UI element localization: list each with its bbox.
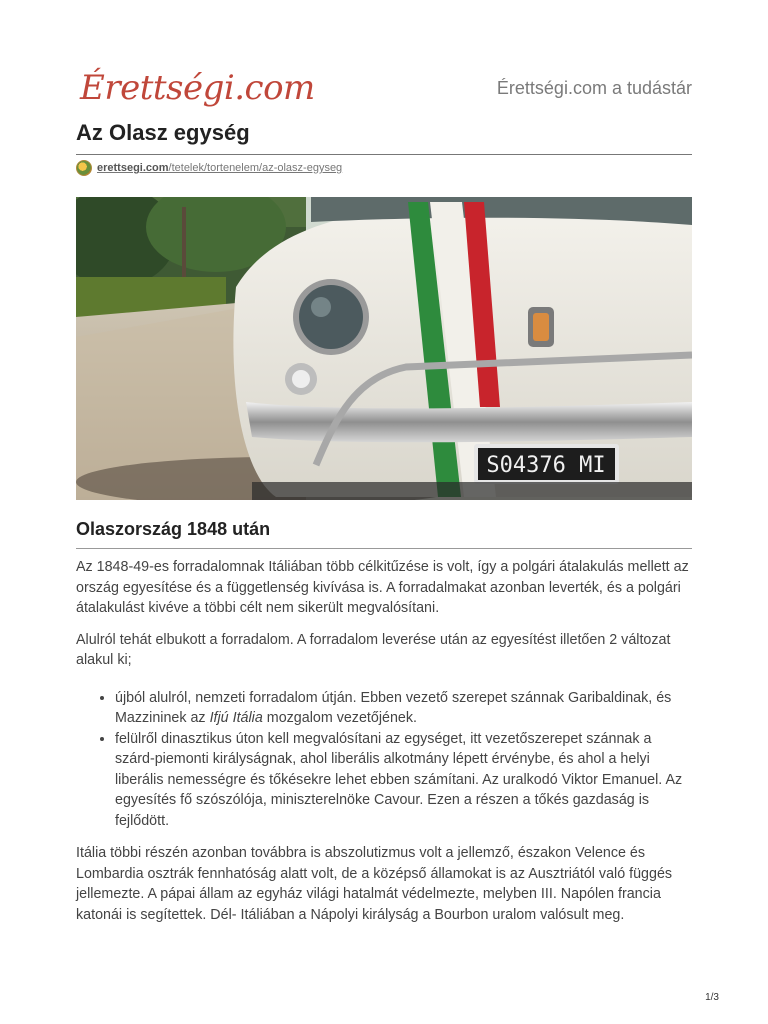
page-number: 1/3 xyxy=(705,992,719,1003)
paragraph-2: Alulról tehát elbukott a forradalom. A forradalom leverése után az egyesítést illetően 2 változat alakul ki; xyxy=(76,631,671,668)
list-item: • felülről dinasztikus úton kell megvalósítani az egységet, itt vezetőszerepet szánnak a szárd-piemonti királyságnak, ahol liberális alkotmány lépett érvénybe, és ahol a helyi liberális nemességre és tőkésekre lehet ebben számítani. Az uralkodó Viktor Emanuel. Az egyesítés fő szószólója, miniszterelnöke Cavour. Ezen a részen a tőkés gazdaság is fejlődött. xyxy=(115,729,692,832)
hero-image-fiat-500 xyxy=(76,197,692,500)
section-title: Olaszország 1848 után xyxy=(76,519,692,549)
site-tagline: Érettségi.com a tudástár xyxy=(496,78,692,98)
source-link[interactable] xyxy=(97,162,342,174)
article-body xyxy=(76,557,692,936)
bullet-1-text: újból alulról, nemzeti forradalom útján. Ebben vezető szerepet szánnak Garibaldinak, és Mazzininek az xyxy=(115,689,672,726)
paragraph-1: Az 1848-49-es forradalomnak Itáliában több célkitűzése is volt, így a polgári átalakulás mellett az ország egyesítése és a függetlenség kivívása is. A forradalmakat azonban leverték, és a polgári átalakulást kivéve a többi célt nem sikerült megvalósítani. xyxy=(76,559,689,616)
source-path: /tetelek/tortenelem/az-olasz-egyseg xyxy=(168,162,343,174)
source-domain: erettsegi.com xyxy=(97,162,169,174)
favicon-icon xyxy=(76,160,92,176)
bullet-1-text-end: mozgalom vezetőjének. xyxy=(262,710,417,726)
paragraph-3: Itália többi részén azonban továbbra is abszolutizmus volt a jellemző, északon Velence és Lombardia osztrák fennhatóság alatt volt, de a középső államokat is az Ausztriától való függés jellemezte. A pápai állam az egyház világi hatalmát védelmezte, melyben III. Napólen francia katonái is segítettek. Dél- Itáliában a Nápolyi királyság a Bourbon uralom valósult meg. xyxy=(76,845,673,923)
site-logo[interactable]: Érettségi.com xyxy=(80,68,315,108)
list-item xyxy=(115,688,692,729)
site-header xyxy=(76,66,692,116)
fiat-car-illustration xyxy=(76,197,692,500)
unification-options-list xyxy=(76,688,692,832)
page-title: Az Olasz egység xyxy=(76,120,692,155)
license-plate-text: S04376 MI xyxy=(486,453,606,478)
source-line xyxy=(76,160,342,176)
bullet-1-emphasis: Ifjú Itália xyxy=(209,710,263,726)
